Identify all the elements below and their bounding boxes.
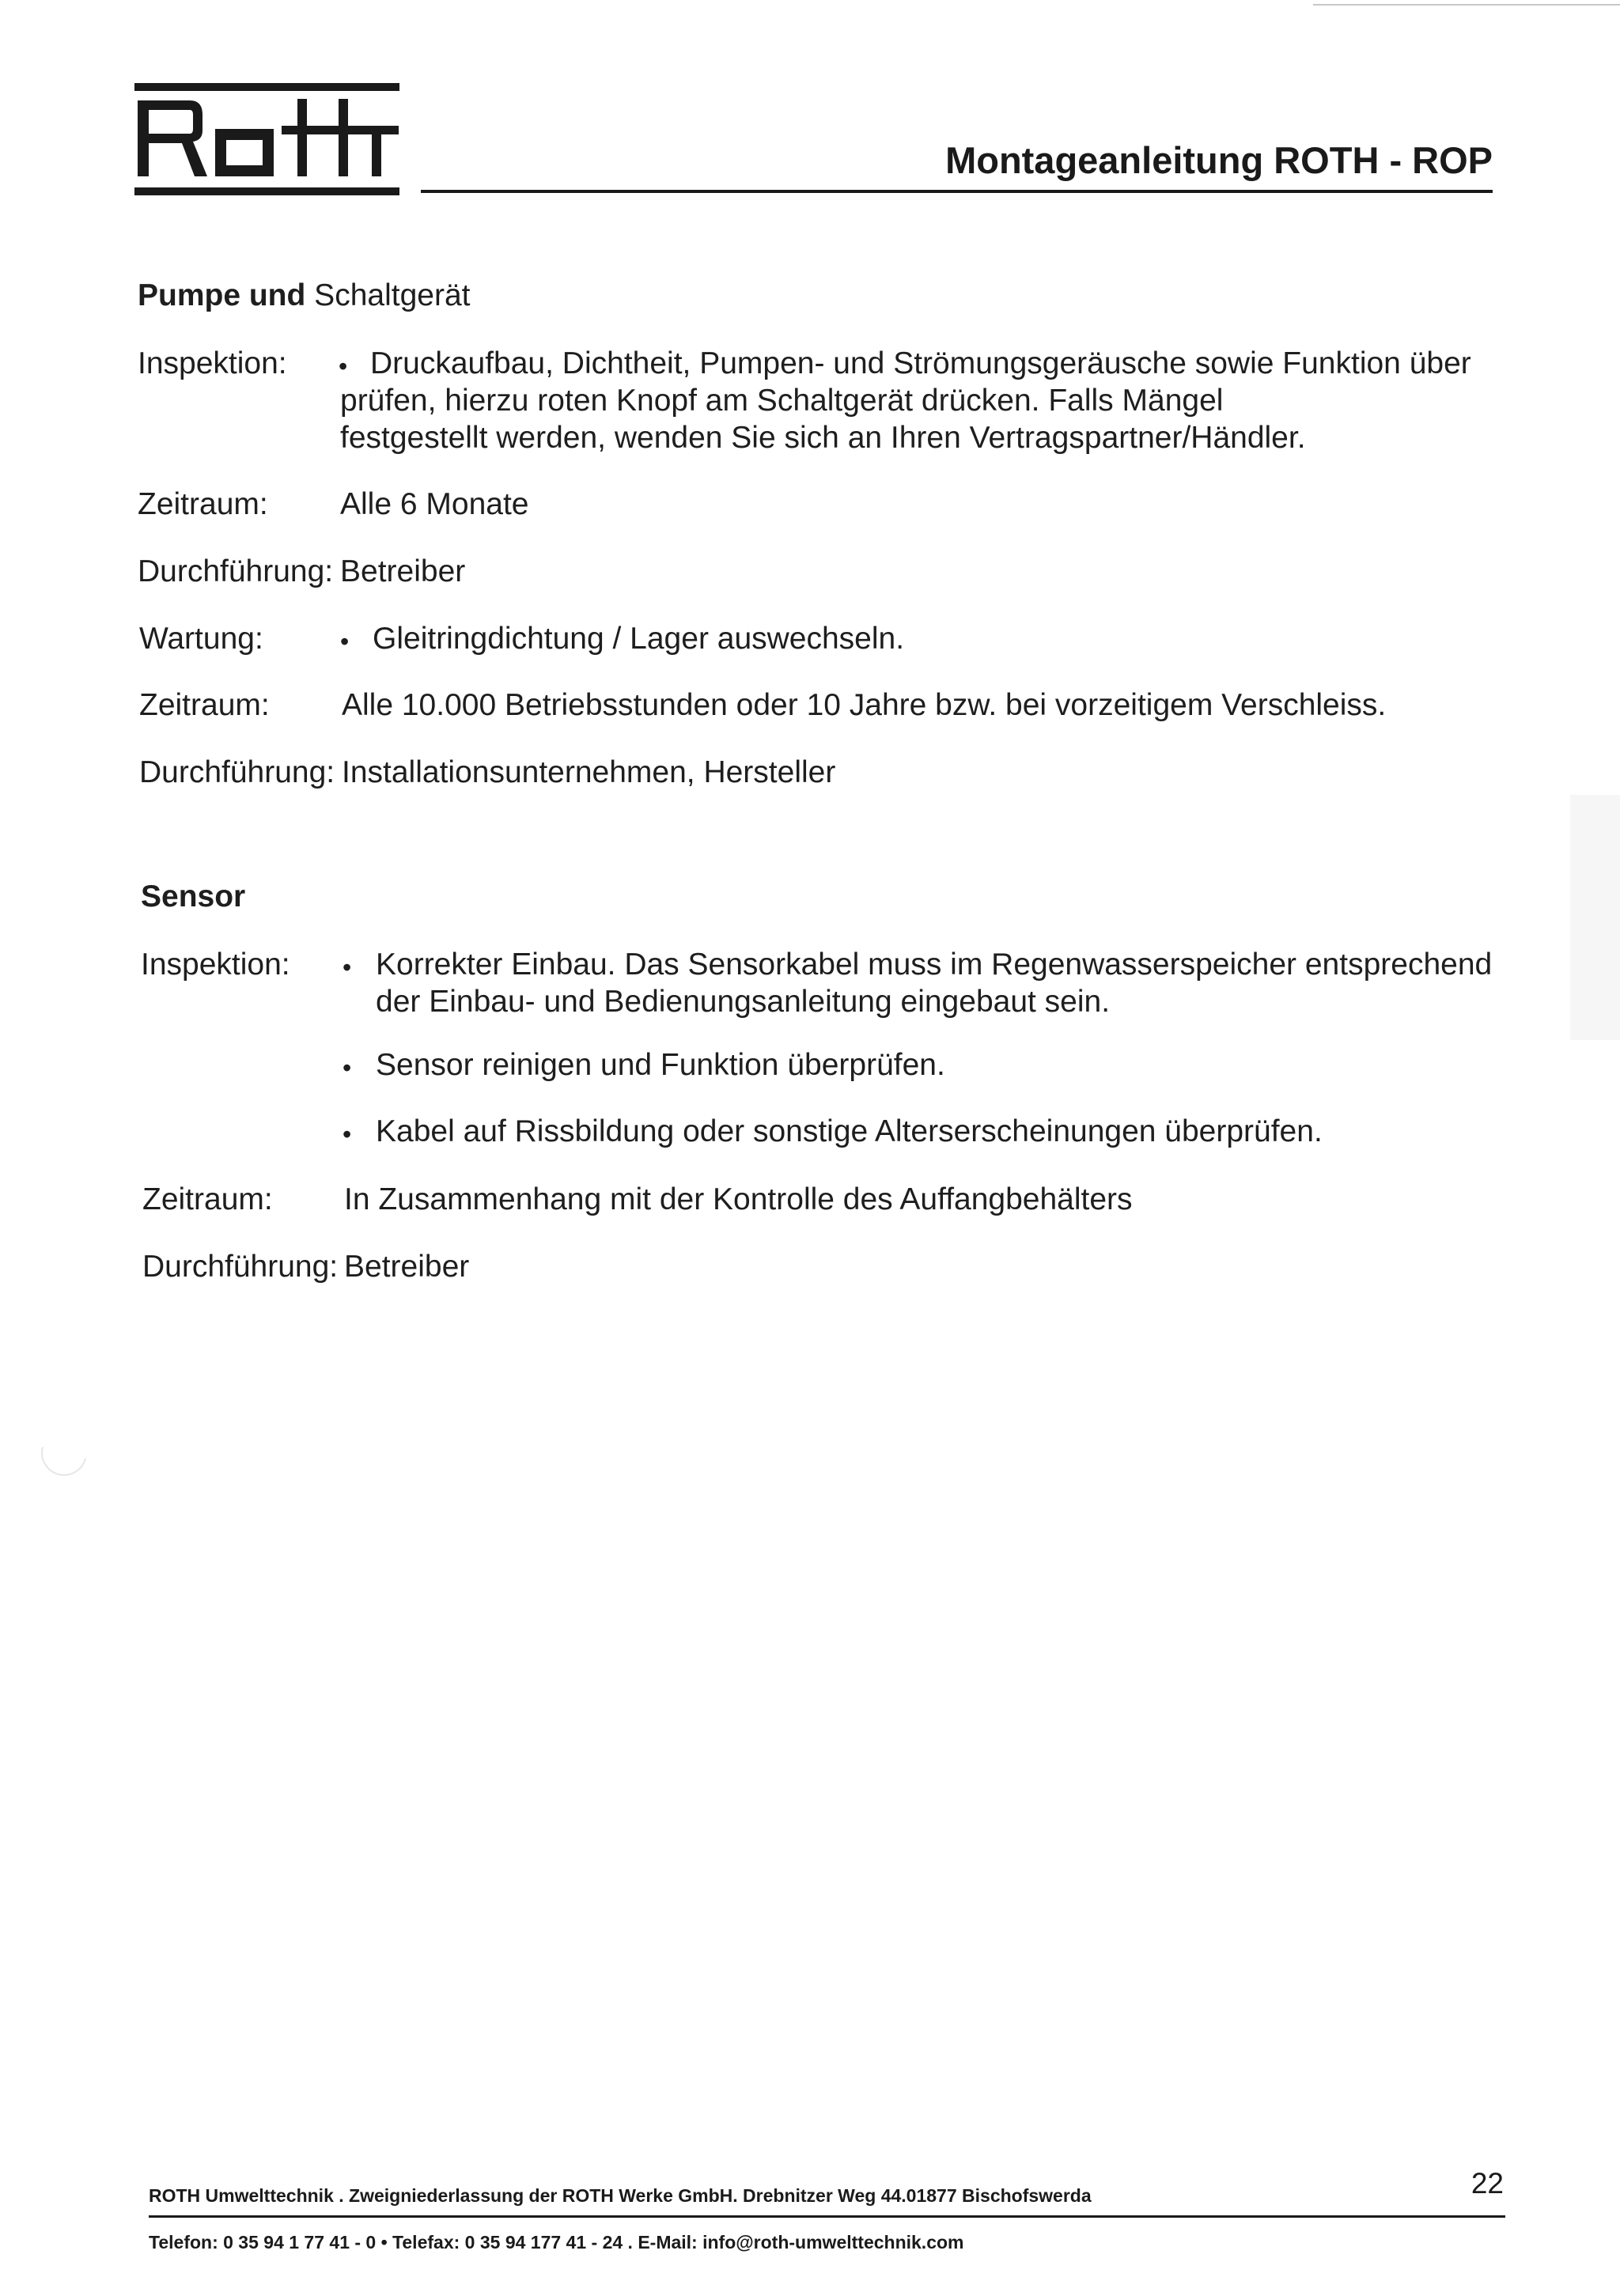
page-number: 22 <box>1470 2167 1504 2200</box>
sensor-durchfuehrung-label: Durchführung: <box>142 1250 339 1284</box>
pumpe-durchfuehrung2-label: Durchführung: <box>139 755 335 789</box>
footer-address: ROTH Umwelttechnik . Zweigniederlassung der ROTH Werke GmbH. Drebnitzer Weg 44.01877 Bischofswerda <box>149 2185 1092 2206</box>
roth-logo-icon <box>134 83 403 195</box>
pumpe-zeitraum2-value: Alle 10.000 Betriebsstunden oder 10 Jahre bzw. bei vorzeitigem Verschleiss. <box>342 688 1387 722</box>
document-title: Montageanleitung ROTH - ROP <box>945 139 1493 181</box>
sensor-zeitraum-value: In Zusammenhang mit der Kontrolle des Auffangbehälters <box>344 1182 1133 1216</box>
pumpe-durchfuehrung1-value: Betreiber <box>340 554 466 588</box>
sensor-durchfuehrung-value: Betreiber <box>344 1250 470 1284</box>
roth-logo <box>134 83 403 195</box>
pumpe-inspektion-line1: Druckaufbau, Dichtheit, Pumpen- und Strömungsgeräusche sowie Funktion über <box>370 346 1471 380</box>
scan-edge-shade <box>1570 795 1620 1040</box>
section-title-pumpe-bold: Pumpe und <box>138 278 306 312</box>
bullet-icon: • <box>339 352 348 380</box>
section-title-pumpe <box>138 278 470 313</box>
pumpe-zeitraum2-label: Zeitraum: <box>139 688 270 722</box>
pumpe-wartung-label: Wartung: <box>139 622 263 656</box>
pumpe-zeitraum1-value: Alle 6 Monate <box>340 487 529 521</box>
pumpe-wartung-value: Gleitringdichtung / Lager auswechseln. <box>373 622 905 656</box>
section-title-sensor: Sensor <box>141 879 246 913</box>
bullet-icon: • <box>343 1120 352 1148</box>
top-edge-line <box>1313 4 1620 6</box>
pumpe-inspektion-line2: prüfen, hierzu roten Knopf am Schaltgerät drücken. Falls Mängel <box>340 384 1224 418</box>
bullet-icon: • <box>340 627 350 656</box>
footer-contact: Telefon: 0 35 94 1 77 41 - 0 • Telefax: 0 35 94 177 41 - 24 . E-Mail: info@roth-umwelttechnik.com <box>149 2232 964 2253</box>
bullet-icon: • <box>343 1053 352 1082</box>
footer-rule <box>149 2215 1505 2218</box>
sensor-bullet1-line2: der Einbau- und Bedienungsanleitung eingebaut sein. <box>376 985 1111 1019</box>
pumpe-durchfuehrung1-label: Durchführung: <box>138 554 334 588</box>
header-rule <box>421 190 1493 193</box>
sensor-bullet2: Sensor reinigen und Funktion überprüfen. <box>376 1048 945 1082</box>
pumpe-durchfuehrung2-value: Installationsunternehmen, Hersteller <box>342 755 836 789</box>
pumpe-inspektion-line3: festgestellt werden, wenden Sie sich an Ihren Vertragspartner/Händler. <box>340 421 1306 455</box>
section-title-pumpe-rest: Schaltgerät <box>305 278 471 312</box>
sensor-zeitraum-label: Zeitraum: <box>142 1182 273 1216</box>
sensor-bullet1-line1: Korrekter Einbau. Das Sensorkabel muss im Regenwasserspeicher entsprechend <box>376 948 1493 982</box>
punch-hole-mark <box>32 1421 95 1484</box>
pumpe-zeitraum1-label: Zeitraum: <box>138 487 268 521</box>
sensor-bullet3: Kabel auf Rissbildung oder sonstige Alterserscheinungen überprüfen. <box>376 1114 1323 1148</box>
bullet-icon: • <box>343 953 352 982</box>
sensor-inspektion-label: Inspektion: <box>141 948 290 982</box>
pumpe-inspektion-label: Inspektion: <box>138 346 287 380</box>
